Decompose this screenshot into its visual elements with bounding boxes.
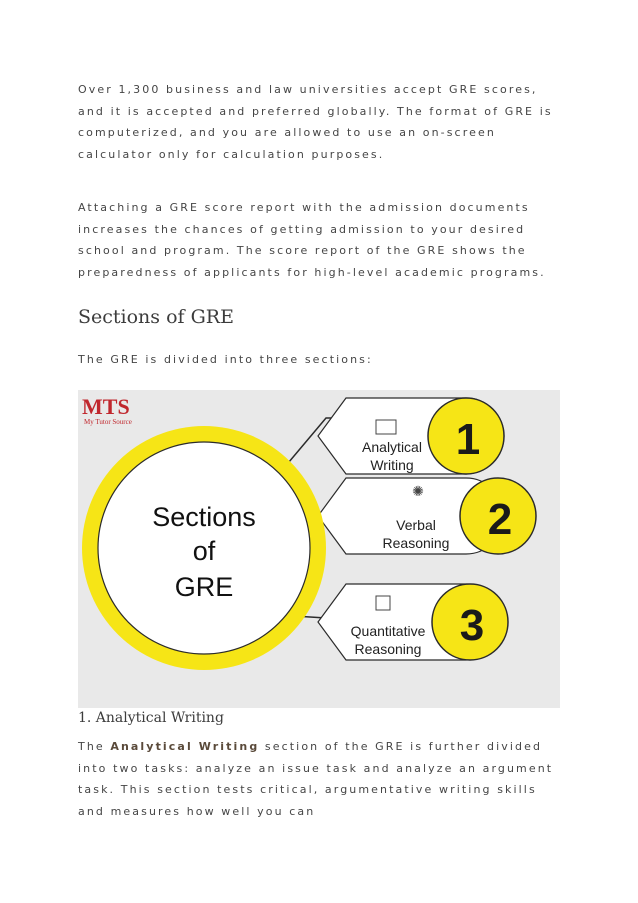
sections-infographic: [78, 390, 560, 708]
item-label-line1: Verbal: [396, 517, 436, 533]
item-number: 3: [459, 601, 485, 650]
item-number: 2: [487, 495, 513, 544]
svg-text:My Tutor Source: My Tutor Source: [84, 418, 132, 426]
item-label-line2: Reasoning: [354, 641, 422, 657]
item-label-line2: Reasoning: [382, 535, 450, 551]
center-title-line2: of: [192, 536, 216, 566]
mts-logo: [82, 394, 132, 426]
center-circle: [82, 426, 326, 670]
text-after: section of the GRE is further divided into two tasks: analyze an issue task and analyze an argument task. This section tests critical, argumentative writing skills and measures how well you can: [78, 740, 554, 818]
item-label-line1: Analytical: [362, 439, 422, 455]
item-quantitative-reasoning: [318, 584, 508, 660]
paragraph-score-report: Attaching a GRE score report with the admission documents increases the chances of getting admission to your desired school and program. The score report of the GRE shows the preparedness of applicants for high-level academic programs.: [78, 201, 546, 279]
svg-text:MTS: MTS: [82, 394, 130, 419]
intro-text: The GRE is divided into three sections:: [78, 353, 373, 366]
paragraph-gre-acceptance: Over 1,300 business and law universities accept GRE scores, and it is accepted and preferred globally. The format of GRE is computerized, and you are allowed to use an on-screen calculator only for calculation purposes.: [78, 83, 553, 161]
center-title-line1: Sections: [152, 502, 256, 532]
item-label-line1: Quantitative: [350, 623, 426, 639]
subsection-heading: 1. Analytical Writing: [78, 710, 224, 726]
item-label-line2: Writing: [370, 457, 414, 473]
text-before: The: [78, 740, 111, 753]
item-analytical-writing: [318, 398, 504, 474]
item-number: 1: [455, 415, 481, 464]
section-heading: Sections of GRE: [78, 306, 234, 328]
brain-icon: ✺: [412, 484, 424, 500]
analytical-writing-bold: Analytical Writing: [110, 740, 260, 753]
paragraph-analytical-writing: [78, 736, 568, 822]
center-title-line3: GRE: [174, 572, 234, 602]
item-verbal-reasoning: [318, 478, 536, 554]
